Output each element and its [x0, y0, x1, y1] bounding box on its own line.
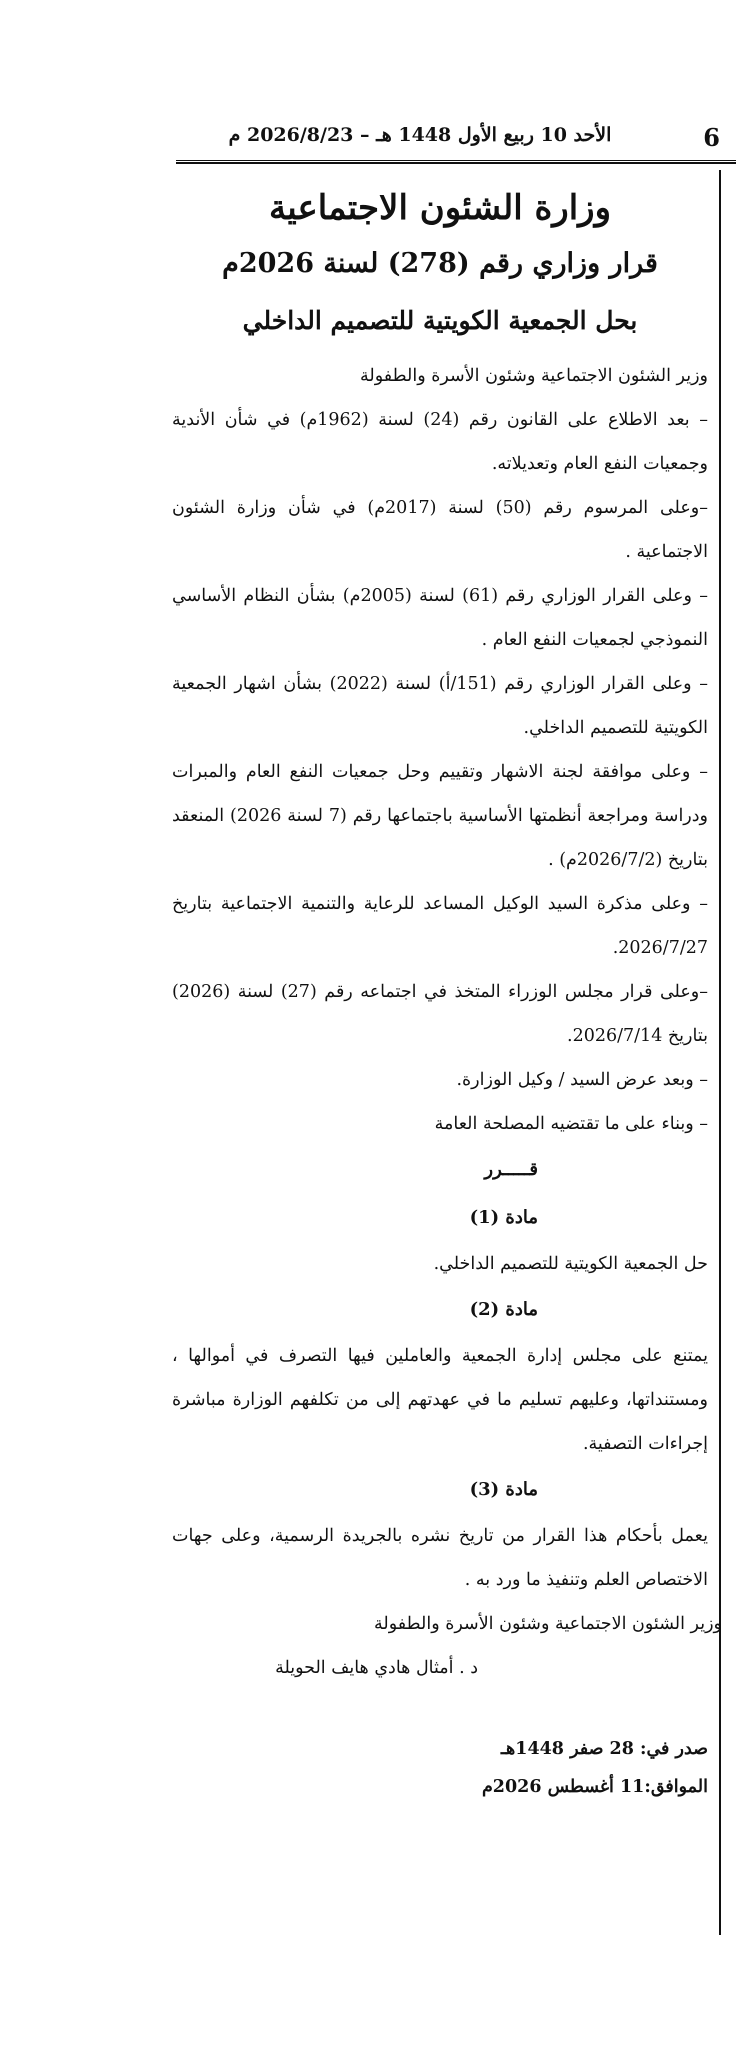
page-number: 6: [703, 123, 720, 152]
preamble-item: – وعلى القرار الوزاري رقم (151/أ) لسنة (2022) بشأن اشهار الجمعية الكويتية للتصميم الداخلي.: [172, 674, 708, 738]
decided-label: قـــــرر: [484, 1159, 538, 1180]
signatory-name: د . أمثال هادي هايف الحويلة: [275, 1658, 478, 1678]
issue-date-block: [172, 1730, 708, 1806]
article-text: يمتنع على مجلس إدارة الجمعية والعاملين فيها التصرف في أموالها ، ومستنداتها، وعليهم تسليم ما في عهدتهم إلى من تكلفهم الوزارة مباشرة إجراءات التصفية.: [172, 1346, 708, 1454]
preamble-item: – وعلى موافقة لجنة الاشهار وتقييم وحل جمعيات النفع العام والمبرات ودراسة ومراجعة أنظمتها الأساسية باجتماعها رقم (7 لسنة 2026) المنعقد بتاريخ (2026/7/2م) .: [172, 762, 708, 870]
header-divider: [176, 160, 736, 164]
preamble-item: – وعلى القرار الوزاري رقم (61) لسنة (2005م) بشأن النظام الأساسي النموذجي لجمعيات النفع العام .: [172, 586, 708, 650]
preamble-item: – بعد الاطلاع على القانون رقم (24) لسنة (1962م) في شأن الأندية وجمعيات النفع العام وتعديلاته.: [172, 410, 708, 474]
article-text: حل الجمعية الكويتية للتصميم الداخلي.: [433, 1254, 708, 1274]
issued-gregorian-date: الموافق:11 أغسطس 2026م: [481, 1777, 708, 1797]
article-label: مادة (2): [469, 1299, 538, 1320]
issue-date-line: الأحد 10 ربيع الأول 1448 هـ – 2026/8/23 م: [228, 124, 612, 146]
signatory-title: وزير الشئون الاجتماعية وشئون الأسرة والطفولة: [374, 1614, 722, 1634]
decision-body: [172, 180, 722, 1806]
preamble-item: – وبناء على ما تقتضيه المصلحة العامة: [434, 1114, 708, 1134]
article-label: مادة (3): [469, 1479, 538, 1500]
article-text: يعمل بأحكام هذا القرار من تاريخ نشره بالجريدة الرسمية، وعلى جهات الاختصاص العلم وتنفيذ ما ورد به .: [172, 1526, 708, 1590]
ministry-title: وزارة الشئون الاجتماعية: [268, 188, 612, 228]
decision-subject: بحل الجمعية الكويتية للتصميم الداخلي: [242, 306, 638, 335]
issuer-line: وزير الشئون الاجتماعية وشئون الأسرة والطفولة: [360, 366, 708, 386]
preamble-item: – وبعد عرض السيد / وكيل الوزارة.: [456, 1070, 708, 1090]
preamble-item: –وعلى قرار مجلس الوزراء المتخذ في اجتماعه رقم (27) لسنة (2026) بتاريخ 2026/7/14.: [172, 982, 708, 1046]
preamble-item: – وعلى مذكرة السيد الوكيل المساعد للرعاية والتنمية الاجتماعية بتاريخ 2026/7/27.: [172, 894, 708, 958]
issued-hijri-date: صدر في: 28 صفر 1448هـ: [500, 1739, 708, 1759]
decision-title: قرار وزاري رقم (278) لسنة 2026م: [222, 248, 658, 279]
column-divider: [719, 170, 721, 1935]
preamble-item: –وعلى المرسوم رقم (50) لسنة (2017م) في شأن وزارة الشئون الاجتماعية .: [172, 498, 708, 562]
article-label: مادة (1): [469, 1207, 538, 1228]
